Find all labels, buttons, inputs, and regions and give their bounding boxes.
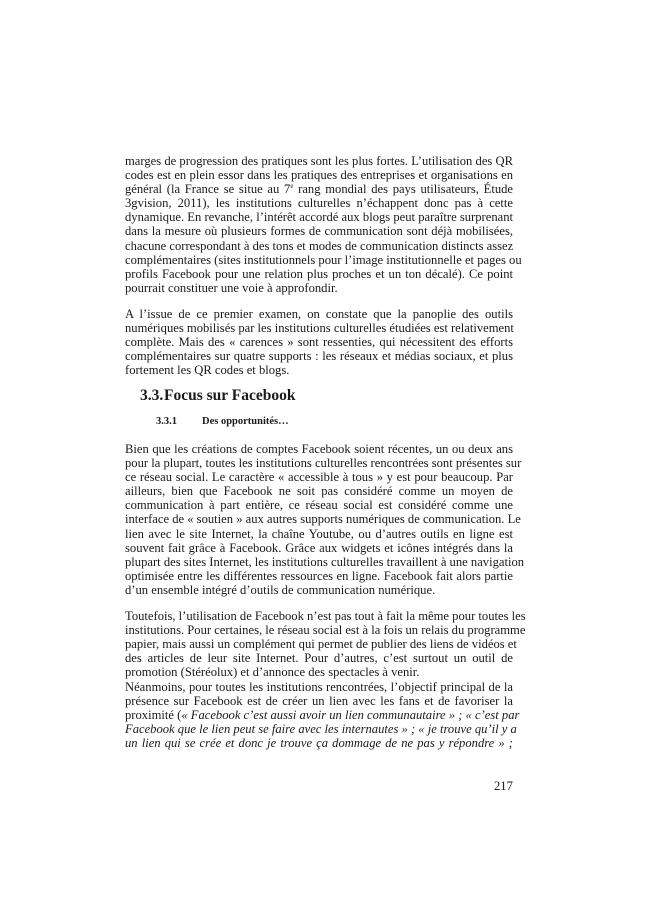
text-line: complémentaires sur quatre supports : les réseaux et médias sociaux, et plus	[125, 349, 513, 364]
text-line: optimisée entre les différentes ressources en ligne. Facebook fait alors partie	[125, 568, 513, 583]
text-line: Néanmoins, pour toutes les institutions rencontrées, l’objectif principal de la	[125, 679, 513, 694]
text-line: dans la mesure où plusieurs formes de communication sont déjà mobilisées,	[125, 224, 513, 239]
text-line: promotion (Stéréolux) et d’annonce des spectacles à venir.	[125, 665, 420, 680]
text-line: présence sur Facebook est de créer un lien avec les fans et de favoriser la	[125, 693, 513, 708]
section-title: Focus sur Facebook	[164, 387, 296, 404]
text-line: marges de progression des pratiques sont les plus fortes. L’utilisation des QR	[125, 154, 513, 168]
text-line: Bien que les créations de comptes Facebook soient récentes, un ou deux ans	[125, 442, 513, 456]
text-line: ce réseau social. Le caractère « accessible à tous » y est pour beaucoup. Par	[125, 470, 513, 485]
subsection-heading	[156, 415, 289, 429]
quote-segment: un lien qui se crée et donc je trouve ça dommage de ne pas y répondre » ;	[125, 735, 513, 750]
text-line: 3gvision, 2011), les institutions culturelles n’échappent donc pas à cette	[125, 196, 513, 211]
text-line: souvent fait grâce à Facebook. Grâce aux widgets et icônes intégrés dans la	[125, 540, 513, 555]
paragraph-facebook-usage	[125, 609, 526, 680]
text-line: Toutefois, l’utilisation de Facebook n’est pas tout à fait la même pour toutes les	[125, 609, 526, 623]
text-line: dynamique. En revanche, l’intérêt accordé aux blogs peut paraître surprenant	[125, 210, 513, 225]
text-segment: général (la France se situe au 7	[125, 182, 291, 197]
quote-segment: « Facebook c’est aussi avoir un lien communautaire » ; « c’est par	[181, 707, 520, 722]
text-line: ailleurs, bien que Facebook ne soit pas considéré comme un moyen de	[125, 484, 513, 499]
text-line: pour la plupart, toutes les institutions culturelles rencontrées sont présentes sur	[125, 456, 522, 471]
subsection-title: Des opportunités…	[202, 416, 289, 427]
text-line: des articles de leur site Internet. Pour d’autres, c’est surtout un outil de	[125, 651, 513, 666]
text-line: communication à part entière, ce réseau social est considéré comme une	[125, 498, 513, 513]
paragraph-facebook-accounts	[125, 442, 525, 597]
text-line: d’un ensemble intégré d’outils de communication numérique.	[125, 582, 436, 597]
subsection-number: 3.3.1	[156, 416, 177, 427]
text-segment: proximité (	[125, 707, 182, 722]
text-line: chacune correspondant à des tons et modes de communication distincts assez	[125, 238, 514, 253]
text-line: profils Facebook pour une relation plus proches et un ton décalé). Ce point	[125, 266, 513, 281]
text-line: A l’issue de ce premier examen, on constate que la panoplie des outils	[125, 307, 513, 321]
text-line: pourrait constituer une voie à approfondir.	[125, 280, 338, 295]
text-line	[125, 182, 513, 196]
text-line: complète. Mais des « carences » sont ressenties, qui nécessitent des efforts	[125, 335, 513, 350]
text-line	[125, 736, 513, 750]
text-segment: rang mondial des pays utilisateurs, Étude	[293, 182, 514, 197]
text-line: papier, mais aussi un complément qui permet de publier des liens de vidéos et	[125, 637, 517, 652]
quote-segment: Facebook que le lien peut se faire avec les internautes » ; « je trouve qu’il y a	[125, 721, 517, 736]
text-line: fortement les QR codes et blogs.	[125, 363, 290, 378]
paragraph-qr-codes-blogs	[125, 154, 522, 295]
text-line: plupart des sites Internet, les institutions culturelles travaillent à une navigation	[125, 554, 525, 569]
text-line: complémentaires (sites institutionnels pour l’image institutionnelle et pages ou	[125, 252, 522, 267]
text-line: lien avec le site Internet, la chaîne Youtube, ou d’autres outils en ligne est	[125, 526, 513, 541]
page-number: 217	[494, 779, 513, 793]
text-line: interface de « soutien » aux autres supports numériques de communication. Le	[125, 512, 521, 527]
text-line: codes est en plein essor dans les pratiques des entreprises et organisations en	[125, 168, 513, 183]
section-number: 3.3.	[140, 387, 164, 404]
text-line	[125, 721, 517, 736]
superscript: e	[290, 182, 294, 191]
text-line: numériques mobilisés par les institutions culturelles étudiées est relativement	[125, 321, 514, 336]
paragraph-panoplie-outils	[125, 307, 513, 377]
text-line	[125, 707, 520, 722]
paragraph-facebook-proximity	[125, 679, 520, 750]
section-heading	[140, 386, 295, 406]
text-line: institutions. Pour certaines, le réseau social est à la fois un relais du programme	[125, 623, 526, 638]
